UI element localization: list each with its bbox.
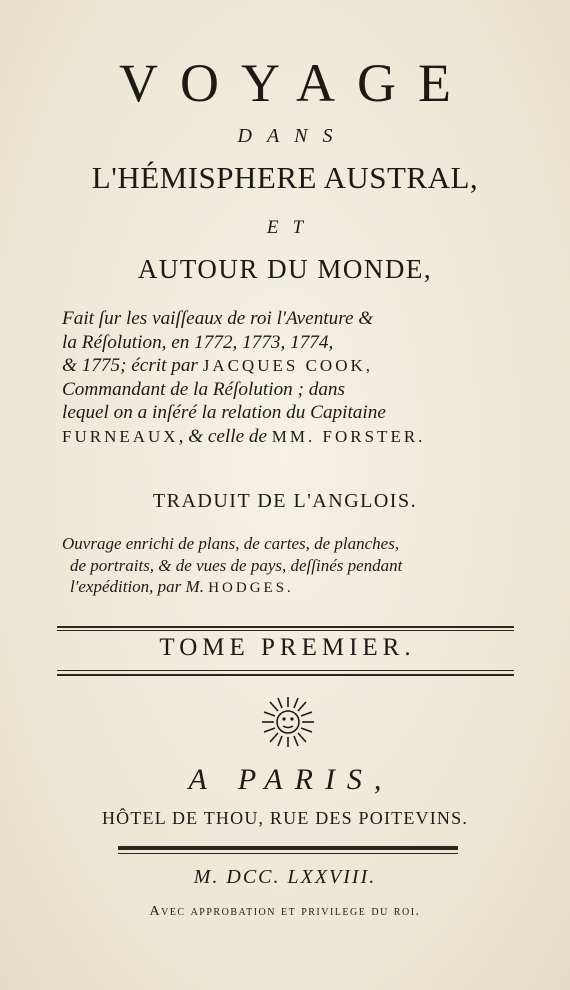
title-et: ET: [266, 217, 318, 238]
enriched-line-1: Ouvrage enrichi de plans, de cartes, de planches,: [62, 534, 400, 553]
description-line-6: [62, 425, 522, 449]
description-paragraph: [62, 307, 522, 448]
sun-face-ornament-icon: [260, 696, 316, 748]
description-line-3: [62, 354, 522, 378]
imprint-privilege: Avec approbation et privilege du roi.: [149, 904, 421, 919]
enriched-line-3: [62, 576, 522, 600]
imprint-city: A PARIS,: [188, 763, 394, 796]
title-autour: AUTOUR DU MONDE,: [137, 254, 433, 284]
rule-bottom-thin: [57, 670, 514, 671]
description-line-3a: & 1775; écrit par: [62, 355, 198, 376]
title-dans: DANS: [237, 125, 348, 147]
enriched-line-2: de portraits, & de vues de pays, deſſinés pendant: [70, 555, 403, 575]
captain-name: FURNEAUX: [62, 426, 179, 446]
volume-title: TOME PREMIER.: [159, 634, 416, 661]
title-hemisphere: L'HÉMISPHERE AUSTRAL,: [91, 160, 479, 195]
imprint-year: M. DCC. LXXVIII.: [193, 866, 377, 888]
description-line-2: la Réſolution, en 1772, 1773, 1774,: [62, 331, 334, 353]
enriched-paragraph: [62, 533, 522, 600]
rule-top: [57, 626, 514, 628]
title-voyage: VOYAGE: [119, 53, 473, 113]
description-line-1: Fait ſur les vaiſſeaux de roi l'Aventure &: [62, 308, 374, 329]
rule-top-thin: [57, 630, 514, 631]
enriched-line-3a: l'expédition, par M.: [70, 577, 204, 596]
imprint-address: HÔTEL DE THOU, RUE DES POITEVINS.: [101, 808, 469, 828]
author-name: JACQUES COOK,: [202, 356, 373, 375]
rule-imprint: [118, 846, 458, 850]
description-line-5: lequel on a inſéré la relation du Capitaine: [62, 402, 386, 423]
description-line-4: Commandant de la Réſolution ; dans: [62, 378, 345, 400]
description-line-6b: , & celle de: [178, 425, 267, 447]
illustrator-name: HODGES.: [208, 580, 294, 596]
translated-from: TRADUIT DE L'ANGLOIS.: [152, 490, 418, 512]
rule-bottom: [57, 674, 514, 676]
forster-name: MM. FORSTER.: [271, 426, 426, 446]
rule-imprint-thin: [118, 853, 458, 854]
